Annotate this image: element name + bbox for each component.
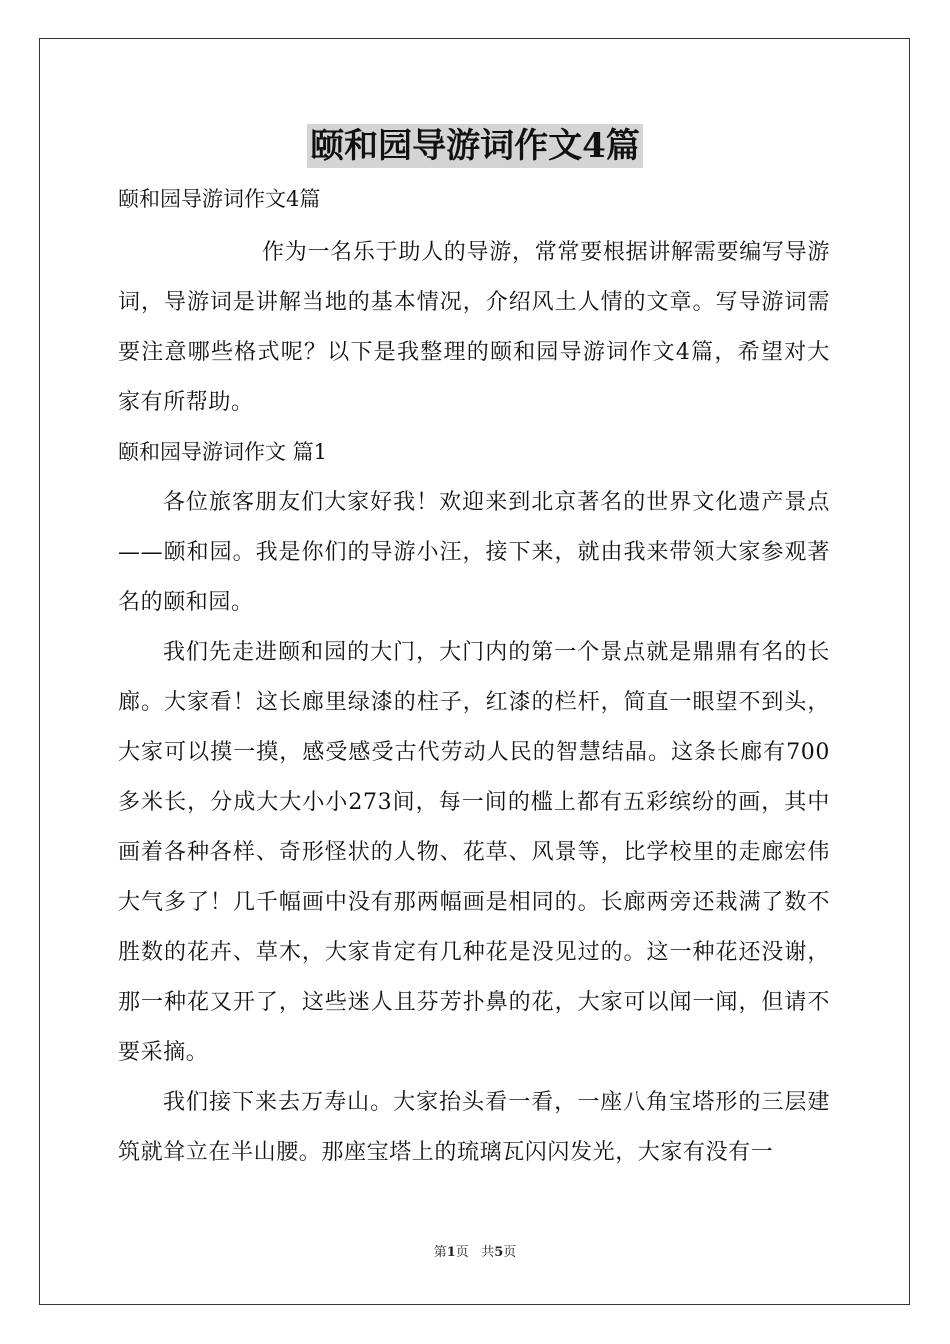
- current-page-number: 1: [446, 1245, 456, 1260]
- document-body: [118, 181, 830, 1178]
- intro-paragraph: 作为一名乐于助人的导游，常常要根据讲解需要编写导游词，导游词是讲解当地的基本情况，介绍风土人情的文章。写导游词需要注意哪些格式呢？以下是我整理的颐和园导游词作文4篇，希望对大家有所帮助。: [118, 240, 830, 415]
- total-pages-number: 5: [494, 1245, 504, 1260]
- page-suffix: 页: [455, 1245, 469, 1260]
- total-suffix: 页: [503, 1245, 517, 1260]
- title-container: [0, 124, 950, 168]
- body-paragraph: 我们先走进颐和园的大门，大门内的第一个景点就是鼎鼎有名的长廊。大家看！这长廊里绿漆的柱子，红漆的栏杆，简直一眼望不到头，大家可以摸一摸，感受感受古代劳动人民的智慧结晶。这条长廊有700多米长，分成大大小小273间，每一间的槛上都有五彩缤纷的画，其中画着各种各样、奇形怪状的人物、花草、风景等，比学校里的走廊宏伟大气多了！几千幅画中没有那两幅画是相同的。长廊两旁还栽满了数不胜数的花卉、草木，大家肯定有几种花是没见过的。这一种花还没谢，那一种花又开了，这些迷人且芬芳扑鼻的花，大家可以闻一闻，但请不要采摘。: [118, 640, 830, 1065]
- page-prefix: 第: [433, 1245, 447, 1260]
- total-prefix: 共: [481, 1245, 495, 1260]
- body-paragraph: 我们接下来去万寿山。大家抬头看一看，一座八角宝塔形的三层建筑就耸立在半山腰。那座宝塔上的琉璃瓦闪闪发光，大家有没有一: [118, 1090, 830, 1165]
- section-heading: 颐和园导游词作文 篇1: [118, 440, 328, 464]
- page-footer: [0, 1244, 950, 1262]
- document-title: 颐和园导游词作文4篇: [307, 124, 643, 168]
- body-paragraph: 各位旅客朋友们大家好我！欢迎来到北京著名的世界文化遗产景点——颐和园。我是你们的导游小汪，接下来，就由我来带领大家参观著名的颐和园。: [118, 490, 830, 615]
- document-subtitle: 颐和园导游词作文4篇: [118, 187, 321, 211]
